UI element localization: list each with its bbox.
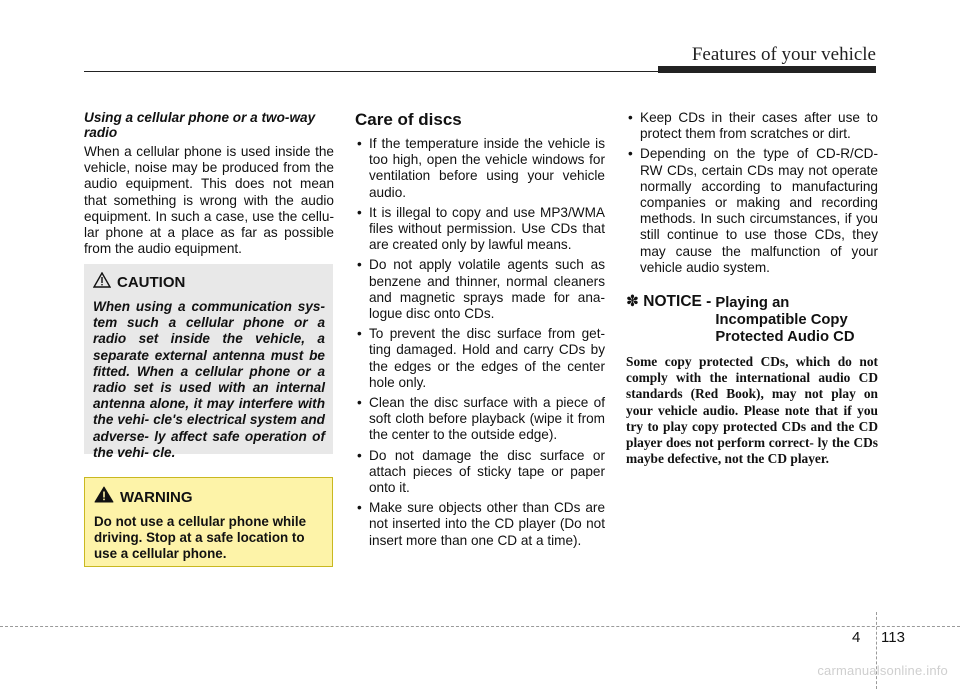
list-item: • Do not damage the disc surface or attach pieces of sticky tape or paper onto it. (355, 448, 605, 497)
page-number: 113 (881, 629, 905, 646)
caution-box (84, 264, 333, 460)
list-item: • Do not apply volatile agents such as benzene and thinner, normal cleaners and magnetic sprays made for ana- logue disc onto CDs. (355, 257, 605, 322)
header-title: Features of your vehicle (691, 44, 876, 65)
care-of-discs-list-continued (626, 110, 878, 276)
warning-label: WARNING (120, 488, 193, 506)
chapter-number: 4 (852, 629, 861, 646)
header-rule-accent (658, 66, 876, 73)
caution-text: When using a communication sys- tem such a cellular phone or a radio set inside the vehicle, a separate external antenna must be fitted. When a cellular phone or a radio set is used with an internal antenna alone, it may interfere with the vehi- cle's electrical system and adverse- ly affect safe operation of the vehi- cle. (93, 299, 325, 460)
care-of-discs-title: Care of discs (355, 110, 462, 129)
list-item: • If the temperature inside the vehicle is too high, open the vehicle windows for ventilation before using your vehicle audio. (355, 136, 605, 201)
notice-title (715, 294, 854, 346)
notice-title-line: Protected Audio CD (715, 329, 855, 346)
notice-heading (626, 294, 878, 346)
notice-label: ✽ NOTICE - (626, 293, 712, 311)
cellular-paragraph: When a cellular phone is used inside the vehicle, noise may be produced from the audio equipment. This does not mean that something is wrong with the audio equipment. In such a case, use the cellu- lar phone at a place as far as possible from the audio equipment. (84, 144, 334, 257)
warning-text: Do not use a cellular phone while driving. Stop at a safe location to use a cellular phone. (94, 514, 307, 561)
column-middle (355, 111, 605, 553)
cellular-subhead: Using a cellular phone or a two-way radio (84, 110, 316, 140)
warning-triangle-icon (94, 486, 114, 508)
list-item: • To prevent the disc surface from get- ting damaged. Hold and carry CDs by the edges or the edges of the center hole only. (355, 326, 605, 391)
caution-label: CAUTION (117, 274, 186, 291)
warning-box (84, 477, 333, 567)
caution-header (93, 272, 325, 293)
list-item: • Depending on the type of CD-R/CD- RW CDs, certain CDs may not operate normally according to manufacturing companies or making and recording methods. In such circumstances, if you still continue to use those CDs, they may cause the malfunction of your vehicle audio system. (626, 146, 878, 276)
caution-triangle-icon (93, 272, 111, 293)
list-item: • Clean the disc surface with a piece of soft cloth before playback (wipe it from the center to the outside edge). (355, 395, 605, 444)
notice-title-line: Playing an (715, 295, 790, 312)
list-item: • Make sure objects other than CDs are not inserted into the CD player (Do not insert more than one CD at a time). (355, 500, 605, 549)
watermark: carmanualsonline.info (817, 663, 948, 678)
footer-rule (0, 626, 960, 627)
notice-body: Some copy protected CDs, which do not comply with the international audio CD standards (Red Book), may not play on your vehicle audio. Please note that if you try to play copy protected CDs and the CD player does not perform correct- ly the CDs maybe defective, not the CD player. (626, 354, 878, 467)
care-of-discs-list (355, 136, 605, 549)
column-right (626, 110, 878, 467)
list-item: • It is illegal to copy and use MP3/WMA files without permission. Use CDs that are created only by lawful means. (355, 205, 605, 254)
list-item: • Keep CDs in their cases after use to protect them from scratches or dirt. (626, 110, 878, 142)
column-left (84, 110, 334, 257)
notice-title-line: Incompatible Copy (715, 312, 848, 329)
warning-header (94, 486, 324, 508)
